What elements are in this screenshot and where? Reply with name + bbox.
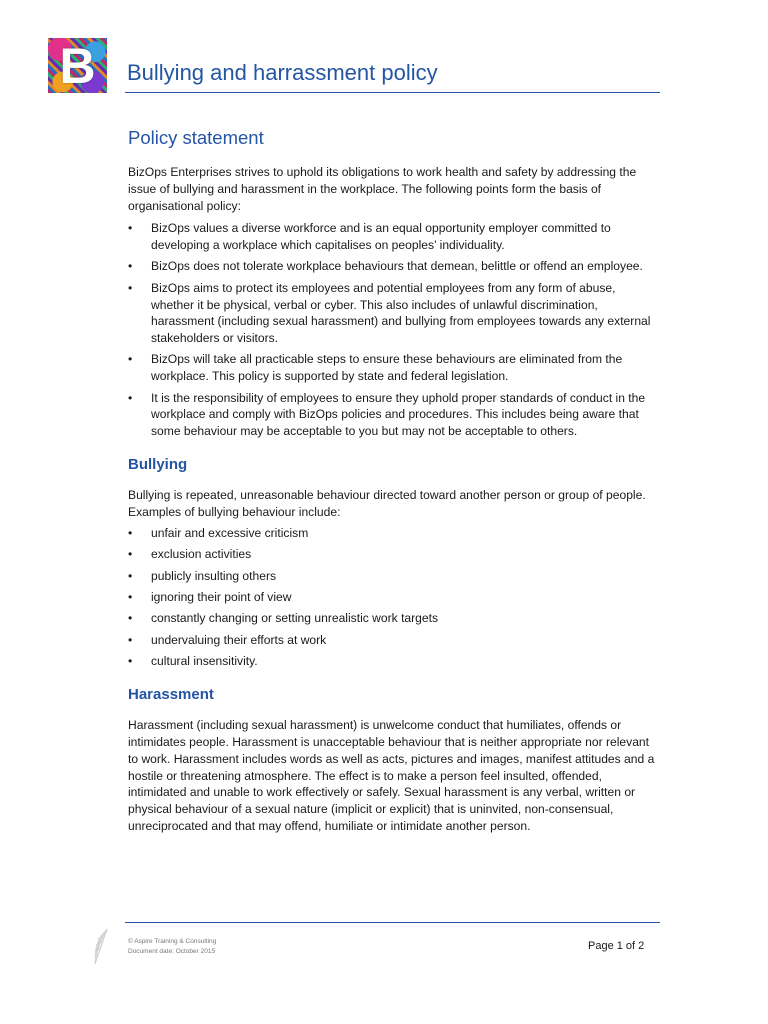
policy-statement-section <box>128 126 658 440</box>
list-item-text: cultural insensitivity. <box>151 654 258 669</box>
title-divider <box>125 92 660 93</box>
list-item <box>128 610 658 627</box>
list-item <box>128 653 658 670</box>
list-item-text: BizOps will take all practicable steps to ensure these behaviours are eliminated from the workplace. This policy is supported by state and federal legislation. <box>151 352 623 384</box>
list-item <box>128 589 658 606</box>
page-number: Page 1 of 2 <box>588 940 645 952</box>
bullying-examples-list <box>128 525 658 671</box>
policy-statement-intro: BizOps Enterprises strives to uphold its obligations to work health and safety by addressing the issue of bullying and harassment in the workplace. The following points form the basis of organisational policy: <box>128 165 637 213</box>
bullet: • <box>128 632 133 647</box>
bullet: • <box>128 280 133 295</box>
list-item-text: BizOps does not tolerate workplace behaviours that demean, belittle or offend an employee. <box>151 259 643 274</box>
harassment-section <box>128 685 658 835</box>
bullet: • <box>128 525 133 540</box>
list-item <box>128 632 658 649</box>
list-item <box>128 258 658 275</box>
list-item-text: exclusion activities <box>151 547 252 562</box>
list-item-text: BizOps values a diverse workforce and is an equal opportunity employer committed to developing a workplace which capitalises on peoples’ individuality. <box>151 221 611 253</box>
bullet: • <box>128 547 133 562</box>
bullet: • <box>128 352 133 367</box>
list-item-text: publicly insulting others <box>151 568 277 583</box>
policy-points-list <box>128 220 658 440</box>
list-item <box>128 546 658 563</box>
footer-divider <box>125 922 660 923</box>
list-item <box>128 220 658 254</box>
bullet: • <box>128 568 133 583</box>
document-body <box>128 126 658 841</box>
list-item-text: It is the responsibility of employees to ensure they uphold proper standards of conduct in the workplace and comply with BizOps policies and procedures. This includes being aware that some behaviour may be acceptable to you but may not be acceptable to others. <box>151 390 646 439</box>
list-item-text: undervaluing their efforts at work <box>151 632 327 647</box>
list-item-text: BizOps aims to protect its employees and potential employees from any form of abuse, whether it be physical, verbal or cyber. This also includes of unlawful discrimination, harassment (including sexual harassment) and bullying from employees towards any external stakeholders or visitors. <box>151 280 651 346</box>
list-item-text: constantly changing or setting unrealistic work targets <box>151 611 439 626</box>
list-item <box>128 525 658 542</box>
bullying-intro: Bullying is repeated, unreasonable behaviour directed toward another person or group of people. Examples of bullying behaviour include: <box>128 487 646 519</box>
footer-info <box>128 937 216 957</box>
policy-statement-heading: Policy statement <box>128 127 264 148</box>
harassment-body: Harassment (including sexual harassment) is unwelcome conduct that humiliates, offends or intimidates people. Harassment is unacceptable behaviour that is neither appropriate nor relevant to work. Harassment includes words as well as acts, pictures and images, manifest attitudes and a hostile or threatening atmosphere. The effect is to make a person feel insulted, offended, intimidated and unable to work effectively or safely. Sexual harassment is any verbal, written or physical behaviour of a sexual nature (implicit or explicit) that is uninvited, non-consensual, unreciprocated and that may offend, humiliate or intimidate another person. <box>128 718 655 834</box>
list-item <box>128 280 658 347</box>
logo-letter: B <box>59 38 96 93</box>
harassment-heading: Harassment <box>128 686 214 704</box>
list-item <box>128 351 658 385</box>
bullet: • <box>128 390 133 405</box>
document-date: Document date: October 2015 <box>128 948 216 955</box>
bullet: • <box>128 590 133 604</box>
document-title: Bullying and harrassment policy <box>127 60 438 85</box>
bullying-heading: Bullying <box>128 455 188 473</box>
bullet: • <box>128 259 133 274</box>
feather-logo-icon <box>92 928 110 966</box>
list-item-text: unfair and excessive criticism <box>151 525 309 540</box>
bullet: • <box>128 654 133 669</box>
bullet: • <box>128 611 133 626</box>
company-logo <box>48 38 107 93</box>
bullying-section <box>128 455 658 670</box>
bullet: • <box>128 221 133 236</box>
list-item-text: ignoring their point of view <box>151 590 292 604</box>
list-item <box>128 568 658 585</box>
list-item <box>128 390 658 440</box>
copyright-text: © Aspire Training & Consulting <box>128 938 217 945</box>
